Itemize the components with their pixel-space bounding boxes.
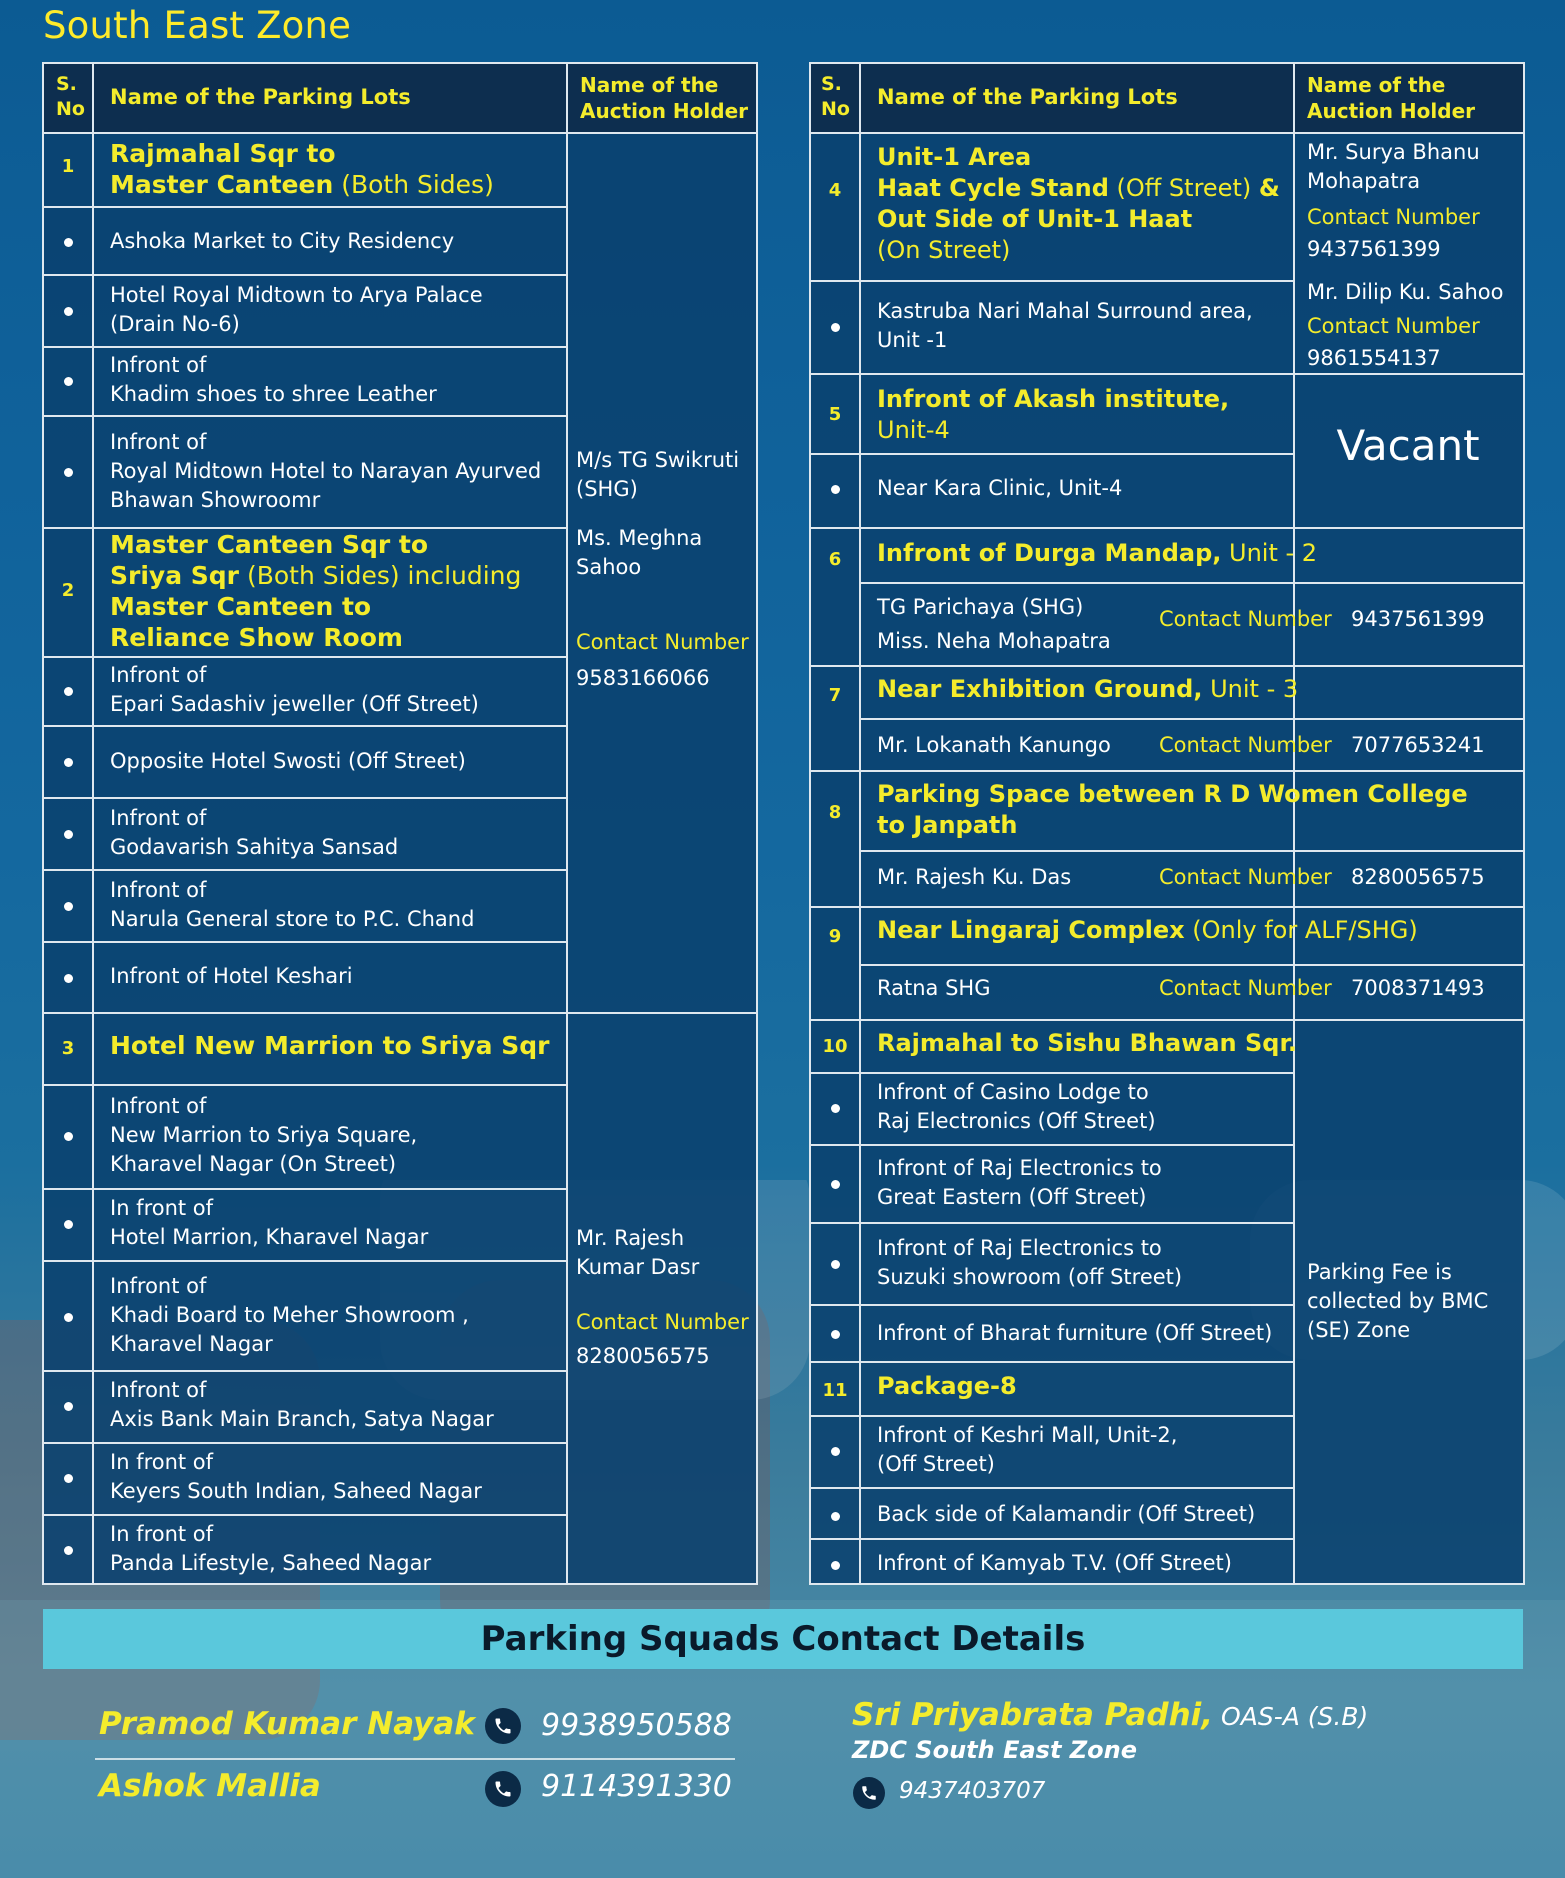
lot-title: Hotel New Marrion to Sriya Sqr [110,1031,550,1060]
divider [811,132,1523,134]
divider [44,274,566,276]
zdc-title: ZDC South East Zone [852,1736,1138,1764]
row-number: 7 [828,685,842,706]
divider [44,415,566,417]
row-number: 6 [828,549,842,570]
divider [811,373,1523,375]
lot-title: Master Canteen Sqr to Sriya Sqr (Both Sides) including Master Canteen to Reliance Show Room [110,530,522,652]
divider [811,1538,1293,1540]
lot-title: Unit-1 Area Haat Cycle Stand (Off Street) & Out Side of Unit-1 Haat (On Street) [877,143,1280,264]
lot-item: Infront of Khadi Board to Meher Showroom , Kharavel Nagar [110,1274,469,1356]
bullet [64,1546,73,1555]
bullet [64,238,73,247]
lot-item: In front of Panda Lifestyle, Saheed Nagar [110,1522,432,1575]
divider [44,1514,566,1516]
divider [859,64,861,1583]
divider [811,1019,1523,1021]
divider [859,582,1523,584]
lot-item: Infront of Axis Bank Main Branch, Satya Nagar [110,1378,494,1431]
lot-item: Near Kara Clinic, Unit-4 [877,476,1123,500]
lot-title: Infront of Akash institute, Unit-4 [877,385,1230,444]
divider [811,1487,1293,1489]
lot-item: Infront of Raj Electronics to Great Eastern (Off Street) [877,1156,1162,1209]
bullet [831,1260,840,1269]
row-number: 9 [828,926,842,947]
contact-label: Contact Number [1307,314,1480,338]
contact-label: Contact Number [576,1310,749,1334]
header-sno: S. No [821,73,850,120]
divider [811,1144,1293,1146]
auction-holder: Mr. Surya Bhanu Mohapatra [1307,140,1480,193]
lot-item: Ashoka Market to City Residency [110,229,455,253]
squad-phone: 9114391330 [541,1769,732,1804]
lot-title: Rajmahal Sqr to Master Canteen (Both Sides) [110,139,494,199]
squads-banner: Parking Squads Contact Details [43,1609,1523,1669]
bullet [831,485,840,494]
bullet [64,468,73,477]
divider [811,1304,1293,1306]
zdc-name: Sri Priyabrata Padhi, OAS-A (S.B) [852,1697,1369,1733]
divider [811,1072,1293,1074]
divider [44,1084,566,1086]
bullet [64,1474,73,1483]
lot-item: Infront of Keshri Mall, Unit-2, (Off Street) [877,1423,1178,1476]
bullet [831,1180,840,1189]
row-number: 8 [828,802,842,823]
header-sno: S. No [56,73,85,120]
lot-item: Infront of New Marrion to Sriya Square, Kharavel Nagar (On Street) [110,1094,418,1176]
row-number: 1 [61,156,75,177]
divider [44,869,566,871]
bullet [64,974,73,983]
divider [95,1758,735,1760]
lot-item: Infront of Godavarish Sahitya Sansad [110,806,399,859]
lot-title: Rajmahal to Sishu Bhawan Sqr. [877,1029,1297,1057]
contact-label: Contact Number [1307,205,1480,229]
row-number: 2 [61,580,75,601]
bullet [831,1104,840,1113]
bullet [64,1402,73,1411]
auction-holder: Mr. Dilip Ku. Sahoo [1307,280,1504,304]
contact-phone: 9583166066 [576,666,710,690]
contact-label: Contact Number [1159,976,1332,1000]
divider [811,280,1293,282]
lot-item: Infront of Khadim shoes to shree Leather [110,353,437,406]
lot-item: Back side of Kalamandir (Off Street) [877,1502,1256,1526]
squad-phone: 9938950588 [541,1708,732,1743]
lot-item: In front of Hotel Marrion, Kharavel Nagar [110,1196,429,1249]
lot-title: Package-8 [877,1372,1017,1400]
lot-item: Infront of Epari Sadashiv jeweller (Off Street) [110,663,479,716]
auction-holder: M/s TG Swikruti (SHG) [576,448,740,501]
divider [811,1361,1293,1363]
row-number: 4 [828,180,842,201]
auction-holder: TG Parichaya (SHG) Miss. Neha Mohapatra [877,595,1111,653]
contact-phone: 9437561399 [1307,237,1441,261]
phone-icon [485,1771,521,1807]
divider [44,1188,566,1190]
lot-title: Near Lingaraj Complex (Only for ALF/SHG) [877,916,1418,944]
divider [44,1442,566,1444]
lot-title: Near Exhibition Ground, Unit - 3 [877,675,1299,703]
header-name: Name of the Parking Lots [110,85,411,109]
divider [859,850,1523,852]
contact-label: Contact Number [1159,865,1332,889]
page-title: South East Zone [43,4,352,47]
bullet [64,758,73,767]
divider [811,770,1523,772]
divider [44,797,566,799]
bullet [64,687,73,696]
parking-fee-note: Parking Fee is collected by BMC (SE) Zone [1307,1260,1489,1342]
divider [859,964,1523,966]
lot-title: Infront of Durga Mandap, Unit - 2 [877,539,1318,567]
divider [44,656,566,658]
lot-item: Infront of Raj Electronics to Suzuki showroom (off Street) [877,1236,1183,1289]
lot-title: Parking Space between R D Women College to Janpath [877,780,1468,839]
bullet [64,902,73,911]
phone-icon [485,1708,521,1744]
bullet [64,1313,73,1322]
bullet [831,1447,840,1456]
auction-holder: Ratna SHG [877,976,991,1000]
divider [44,725,566,727]
lot-item: Infront of Kamyab T.V. (Off Street) [877,1551,1232,1575]
bullet [64,1220,73,1229]
contact-phone: 7008371493 [1351,976,1485,1000]
lot-item: In front of Keyers South Indian, Saheed Nagar [110,1450,482,1503]
auction-holder: Mr. Rajesh Ku. Das [877,865,1072,889]
divider [44,132,756,134]
auction-holder: Mr. Rajesh Kumar Dasr [576,1226,700,1279]
contact-phone: 7077653241 [1351,733,1485,757]
divider [811,1222,1293,1224]
header-holder: Name of the Auction Holder [580,73,749,123]
divider [811,665,1523,667]
bullet [64,307,73,316]
contact-label: Contact Number [576,630,749,654]
contact-phone: 9861554137 [1307,346,1441,370]
lot-item: Infront of Royal Midtown Hotel to Narayan Ayurved Bhawan Showroomr [110,430,542,512]
bullet [64,1132,73,1141]
divider [44,1012,756,1014]
divider [811,1415,1293,1417]
bullet [64,377,73,386]
auction-holder: Ms. Meghna Sahoo [576,526,703,579]
header-name: Name of the Parking Lots [877,85,1178,109]
row-number: 5 [828,404,842,425]
contact-phone: 9437561399 [1351,607,1485,631]
row-number: 3 [61,1038,75,1059]
contact-phone: 8280056575 [576,1344,710,1368]
squad-name: Ashok Mallia [99,1768,321,1804]
right-parking-table [809,62,1525,1585]
divider [44,941,566,943]
lot-item: Infront of Narula General store to P.C. Chand [110,878,475,931]
bullet [831,1512,840,1521]
lot-item: Hotel Royal Midtown to Arya Palace (Drain No-6) [110,283,483,336]
divider [44,1260,566,1262]
lot-item: Infront of Hotel Keshari [110,964,353,988]
left-parking-table [42,62,758,1585]
contact-label: Contact Number [1159,733,1332,757]
phone-icon [853,1777,885,1809]
bullet [831,1561,840,1570]
divider [811,453,1293,455]
contact-phone: 8280056575 [1351,865,1485,889]
divider [859,718,1523,720]
bullet [831,1330,840,1339]
auction-holder: Mr. Lokanath Kanungo [877,733,1111,757]
divider [44,346,566,348]
row-number: 10 [822,1036,848,1057]
lot-item: Kastruba Nari Mahal Surround area, Unit -1 [877,299,1253,352]
bullet [64,830,73,839]
divider [44,206,566,208]
divider [811,906,1523,908]
divider [811,527,1523,529]
row-number: 11 [822,1380,848,1401]
zdc-phone: 9437403707 [899,1778,1046,1804]
divider [566,64,568,1583]
vacant-label: Vacant [1336,421,1480,470]
squad-name: Pramod Kumar Nayak [99,1706,475,1742]
divider [44,1370,566,1372]
contact-label: Contact Number [1159,607,1332,631]
lot-item: Infront of Casino Lodge to Raj Electronics (Off Street) [877,1080,1156,1133]
lot-item: Infront of Bharat furniture (Off Street) [877,1321,1273,1345]
divider [92,64,94,1583]
bullet [831,323,840,332]
lot-item: Opposite Hotel Swosti (Off Street) [110,749,466,773]
header-holder: Name of the Auction Holder [1307,73,1476,123]
